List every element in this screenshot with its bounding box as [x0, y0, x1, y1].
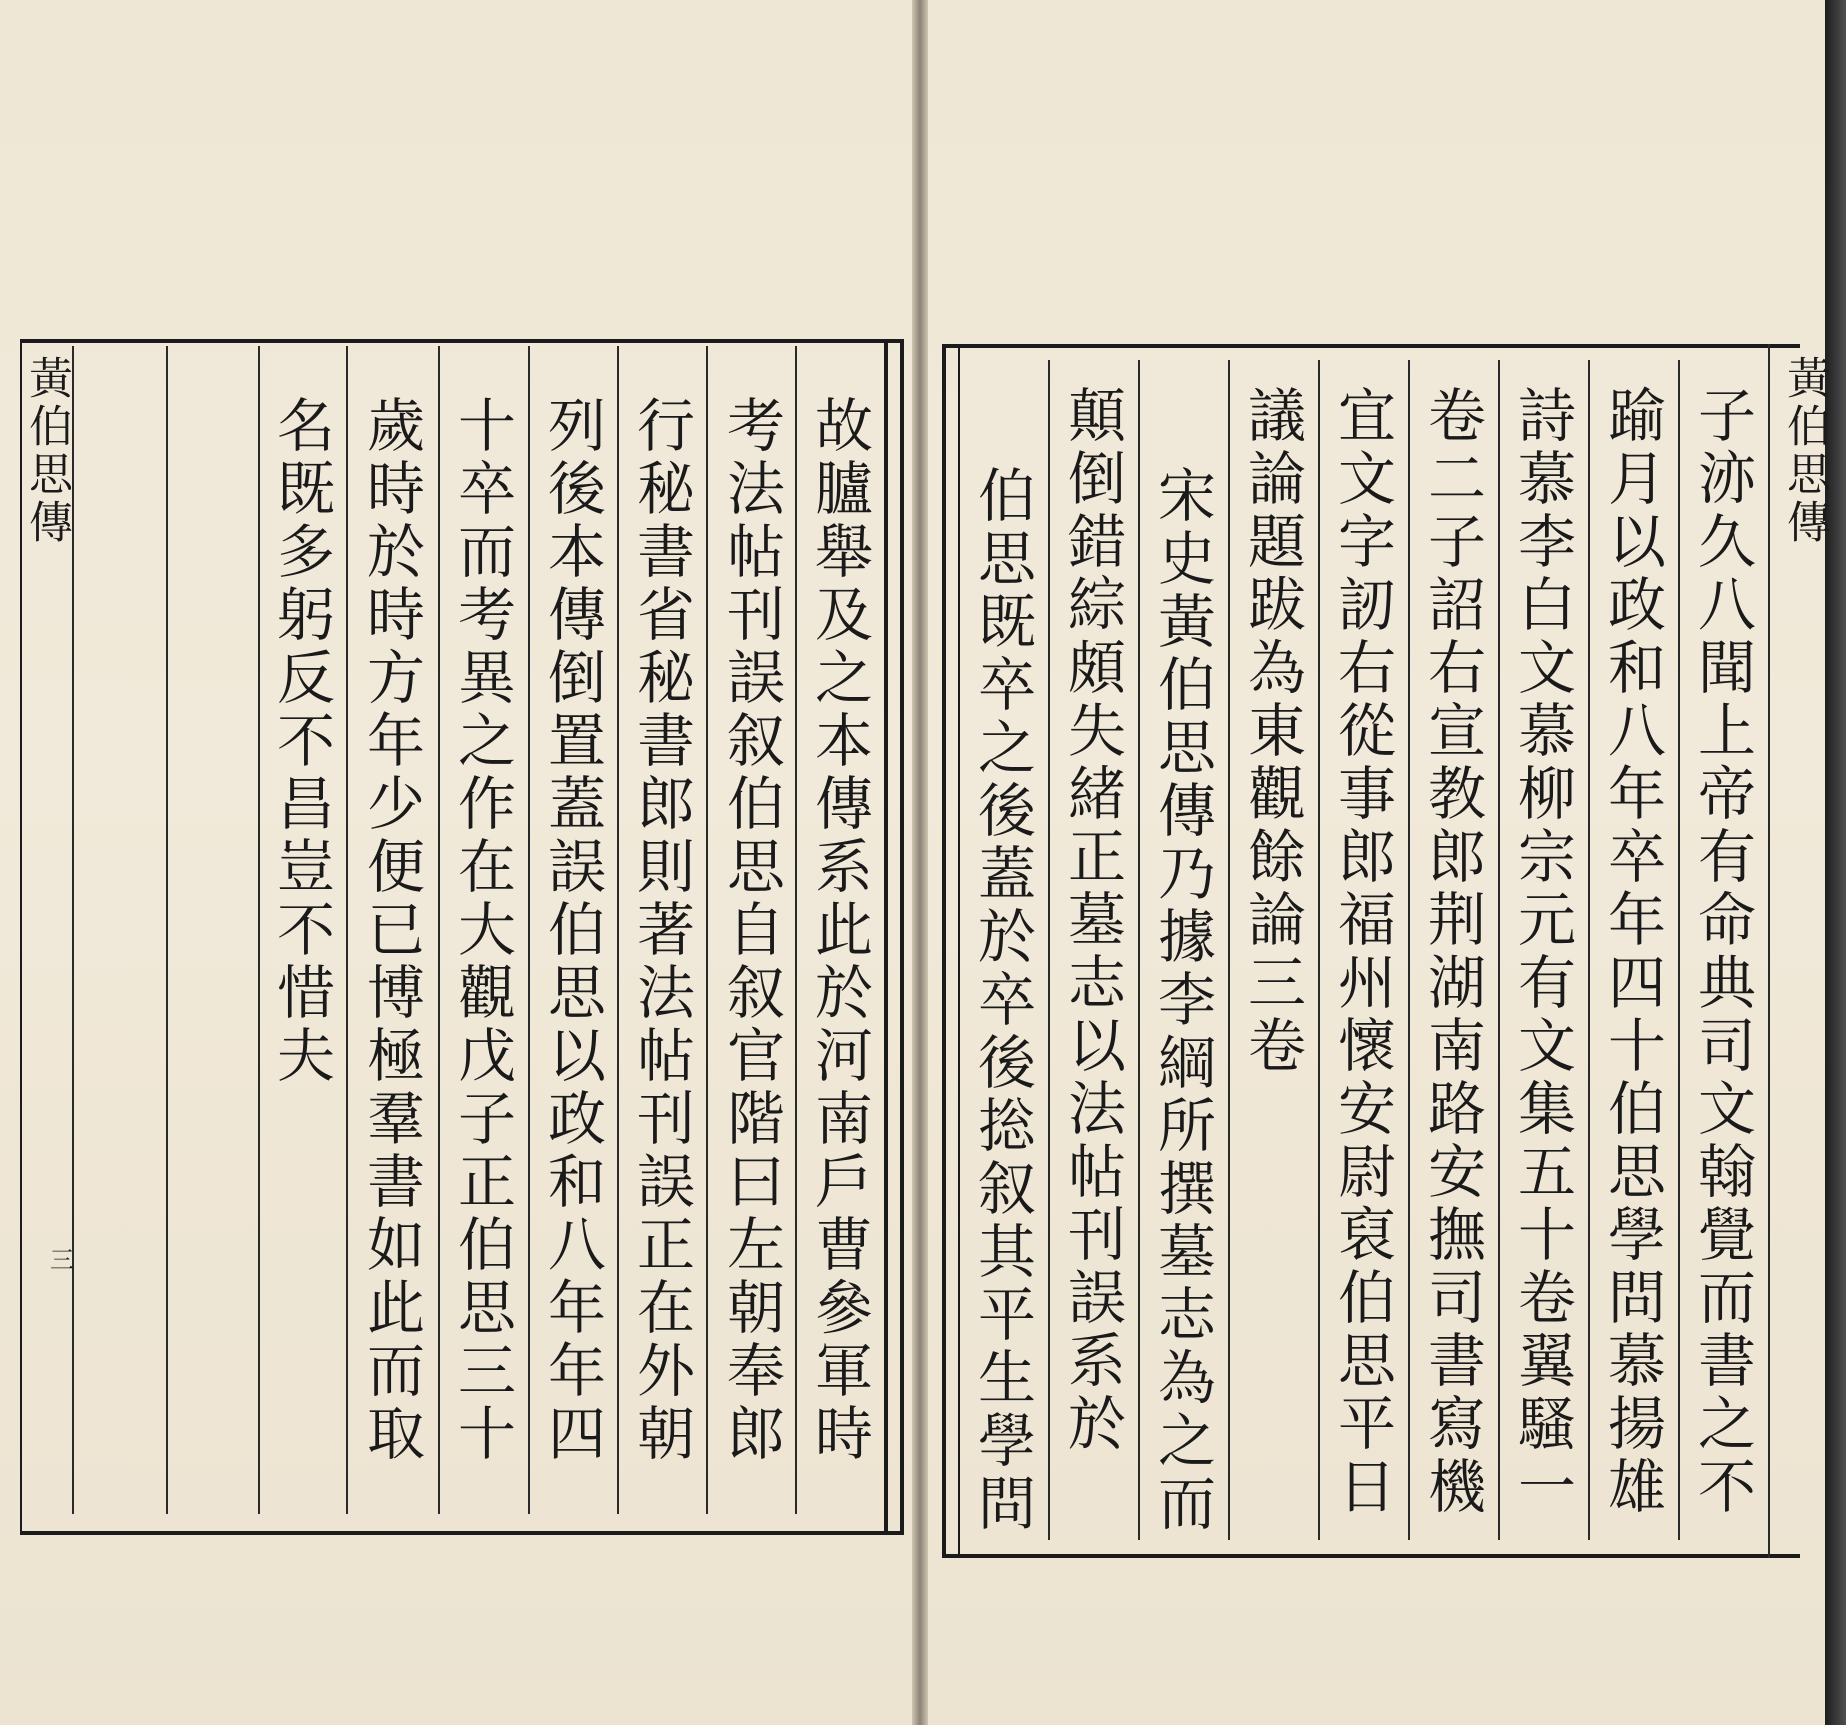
right-text-column: 詩慕李白文慕柳宗元有文集五十卷翼騷一: [1508, 385, 1576, 1519]
rule: [1228, 360, 1230, 1540]
left-text-column: 歲時於時方年少便已博極羣書如此而取: [357, 395, 425, 1466]
right-top-border: [942, 344, 1800, 348]
rule: [795, 346, 797, 1514]
left-side-title: 黃伯思傳: [21, 355, 72, 547]
rule: [258, 346, 260, 1514]
right-text-column: 宋史黃伯思傳乃據李綱所撰墓志為之而: [1148, 465, 1216, 1536]
right-text-column: 子洂久八聞上帝有命典司文翰覺而書之不: [1688, 385, 1756, 1519]
right-text-column: 卷二子詔右宣教郎荆湖南路安撫司書寫機: [1418, 385, 1486, 1519]
rule: [1678, 360, 1680, 1540]
right-text-column: 伯思既卒之後蓋於卒後捴叙其平生學問: [968, 465, 1036, 1536]
right-side-title: 黃伯思傳: [1779, 355, 1830, 547]
rule: [528, 346, 530, 1514]
left-text-column: 故臚舉及之本傳系此於河南戶曹參軍時: [805, 395, 873, 1466]
book-gutter: [912, 0, 928, 1725]
rule: [1318, 360, 1320, 1540]
right-text-column: 宜文字訒右從事郎福州懷安尉裒伯思平日: [1328, 385, 1396, 1519]
rule: [166, 346, 168, 1514]
rule: [1048, 360, 1050, 1540]
left-text-column: 名既多躬反不昌豈不惜夫: [267, 395, 335, 1088]
right-text-column: 顛倒錯綜頗失緒正墓志以法帖刊誤系於: [1058, 385, 1126, 1456]
right-left-border: [942, 344, 960, 1558]
left-bottom-border: [20, 1531, 900, 1535]
right-text-column: 議論題跋為東觀餘論三卷: [1238, 385, 1306, 1078]
left-top-border: [20, 339, 900, 343]
left-text-column: 十卒而考異之作在大觀戊子正伯思三十: [448, 395, 516, 1466]
rule: [706, 346, 708, 1514]
rule: [1588, 360, 1590, 1540]
rule: [1138, 360, 1140, 1540]
rule: [617, 346, 619, 1514]
left-text-column: 考法帖刊誤叙伯思自叙官階曰左朝奉郎: [717, 395, 785, 1466]
page-number: 三: [50, 1246, 74, 1274]
right-bottom-border: [942, 1554, 1800, 1558]
rule: [346, 346, 348, 1514]
right-text-column: 踰月以政和八年卒年四十伯思學問慕揚雄: [1598, 385, 1666, 1519]
rule: [1498, 360, 1500, 1540]
book-edge: [1825, 0, 1846, 1725]
left-text-column: 行秘書省秘書郎則著法帖刊誤正在外朝: [627, 395, 695, 1466]
rule: [438, 346, 440, 1514]
left-text-column: 列後本傳倒置蓋誤伯思以政和八年年四: [538, 395, 606, 1466]
left-right-border: [884, 339, 904, 1535]
rule: [1408, 360, 1410, 1540]
rule: [1768, 344, 1770, 1558]
